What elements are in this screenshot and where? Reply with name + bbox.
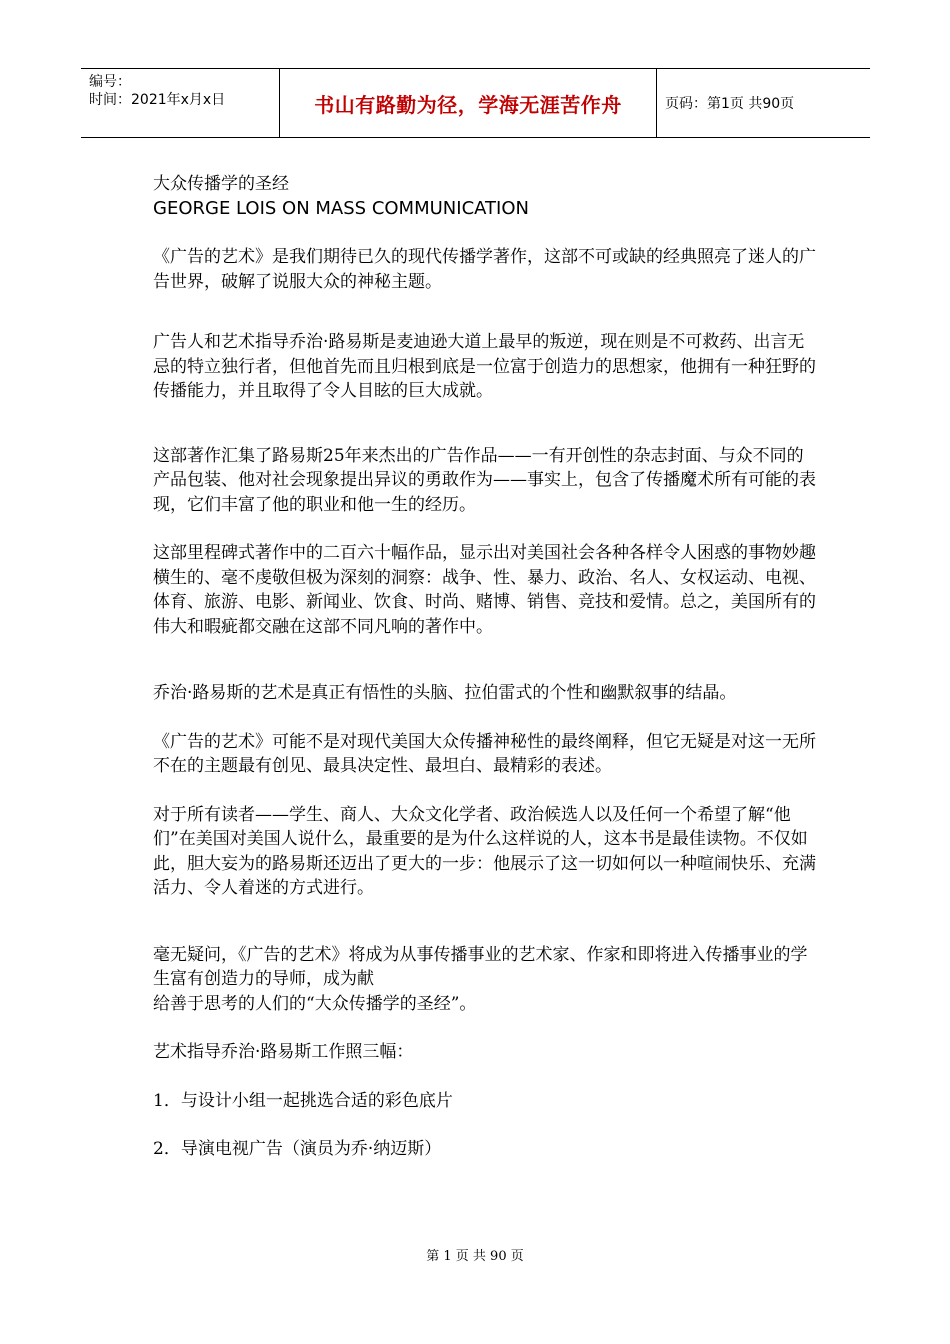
paragraph: 这部里程碑式著作中的二百六十幅作品，显示出对美国社会各种各样令人困惑的事物妙趣横生的、毫不虔敬但极为深刻的洞察：战争、性、暴力、政治、名人、女权运动、电视、体育、旅游、电影、新闻业、饮食、时尚、赌博、销售、竞技和爱情。总之，美国所有的伟大和暇疵都交融在这部不同凡响的著作中。 <box>153 543 816 637</box>
paragraph: 艺术指导乔治·路易斯工作照三幅： <box>153 1042 414 1062</box>
paragraph: 给善于思考的人们的“大众传播学的圣经”。 <box>153 993 477 1014</box>
paragraph: 这部著作汇集了路易斯25年来杰出的广告作品——一有开创性的杂志封面、与众不同的产品包装、他对社会现象提出异议的勇敢作为——事实上，包含了传播魔术所有可能的表现，它们丰富了他的职业和他一生的经历。 <box>153 445 816 515</box>
paragraph: 广告人和艺术指导乔治·路易斯是麦迪逊大道上最早的叛逆，现在则是不可救药、出言无忌的特立独行者，但他首先而且归根到底是一位富于创造力的思想家，他拥有一种狂野的传播能力，并且取得了令人目眩的巨大成就。 <box>153 332 816 401</box>
paragraph: 对于所有读者——学生、商人、大众文化学者、政治候选人以及任何一个希望了解“他们”在美国对美国人说什么，最重要的是为什么这样说的人，这本书是最佳读物。不仅如此，胆大妄为的路易斯还迈出了更大的一步：他展示了这一切如何以一种喧闹快乐、充满活力、令人着迷的方式进行。 <box>153 804 816 898</box>
paragraph: 乔治·路易斯的艺术是真正有悟性的头脑、拉伯雷式的个性和幽默叙事的结晶。 <box>153 683 737 703</box>
document-number-label: 编号： <box>89 74 131 90</box>
document-date: 时间：2021年x月x日 <box>89 92 226 108</box>
paragraph: 《广告的艺术》是我们期待已久的现代传播学著作，这部不可或缺的经典照亮了迷人的广告世界，破解了说服大众的神秘主题。 <box>153 247 816 292</box>
document-body <box>153 172 818 1162</box>
header-meta-cell <box>81 69 280 137</box>
header-slogan: 书山有路勤为径，学海无涯苦作舟 <box>314 92 622 117</box>
document-title-en: GEORGE LOIS ON MASS COMMUNICATION <box>153 197 529 219</box>
header-page-info: 页码：第1页 共90页 <box>665 96 795 112</box>
list-item: 2．导演电视广告（演员为乔·纳迈斯） <box>153 1139 442 1159</box>
header-page-cell <box>657 69 870 137</box>
page-footer: 第 1 页 共 90 页 <box>426 1249 524 1264</box>
header-table <box>81 68 870 138</box>
paragraph: 《广告的艺术》可能不是对现代美国大众传播神秘性的最终阐释，但它无疑是对这一无所不在的主题最有创见、最具决定性、最坦白、最精彩的表述。 <box>153 731 816 776</box>
document-title-cn: 大众传播学的圣经 <box>153 174 289 194</box>
list-item: 1．与设计小组一起挑选合适的彩色底片 <box>153 1090 453 1111</box>
header-slogan-cell <box>280 69 657 137</box>
paragraph: 毫无疑问，《广告的艺术》将成为从事传播事业的艺术家、作家和即将进入传播事业的学生富有创造力的导师，成为献 <box>153 944 808 989</box>
